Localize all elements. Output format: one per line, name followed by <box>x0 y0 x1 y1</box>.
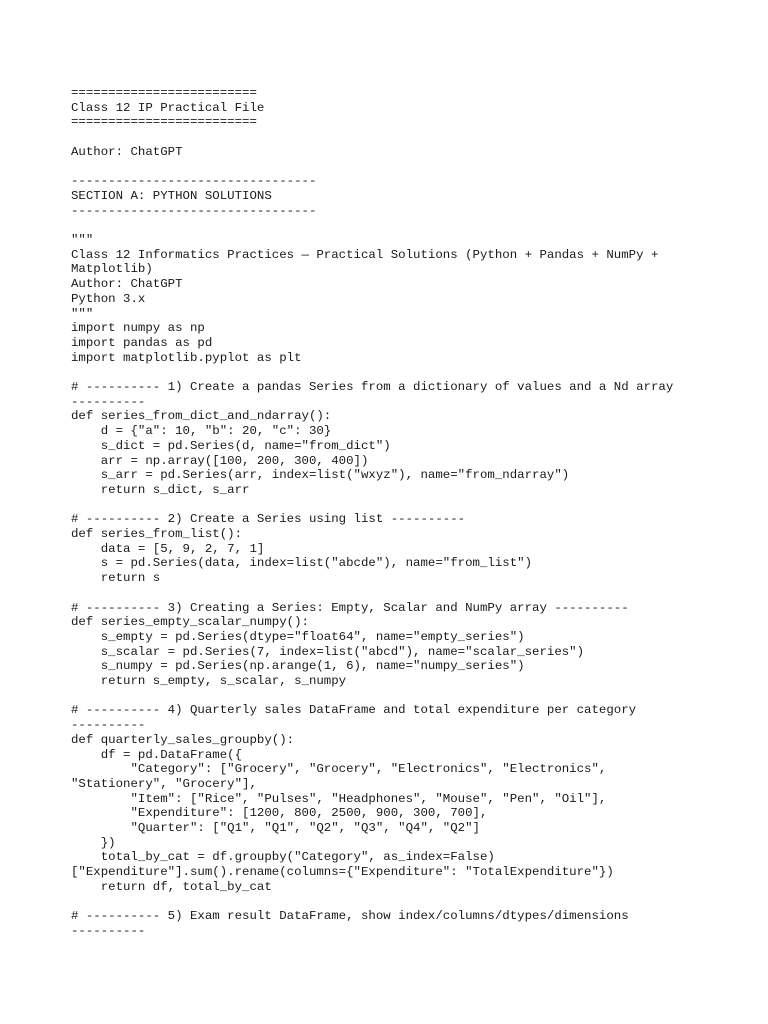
code-line: def quarterly_sales_groupby(): <box>71 732 295 747</box>
code-line: arr = np.array([100, 200, 300, 400]) <box>71 453 369 468</box>
docstring-line: Matplotlib) <box>71 262 153 277</box>
code-line: s_arr = pd.Series(arr, index=list("wxyz"), name="from_ndarray") <box>71 468 570 483</box>
title-rule-top: ========================= <box>71 86 257 100</box>
docstring-line: Class 12 Informatics Practices — Practical Solutions (Python + Pandas + NumPy + <box>71 247 659 262</box>
code-line: "Item": ["Rice", "Pulses", "Headphones", "Mouse", "Pen", "Oil"], <box>71 791 607 806</box>
code-comment: # ---------- 2) Create a Series using list ---------- <box>71 512 466 527</box>
code-line: def series_empty_scalar_numpy(): <box>71 615 309 630</box>
code-line: }) <box>71 835 116 850</box>
section-rule-bottom: --------------------------------- <box>71 203 317 218</box>
code-line: df = pd.DataFrame({ <box>71 747 243 762</box>
code-line: return s_empty, s_scalar, s_numpy <box>71 674 347 689</box>
code-comment: ---------- <box>71 394 146 409</box>
code-line: total_by_cat = df.groupby("Category", as_index=False) <box>71 850 495 865</box>
document-page <box>71 86 761 939</box>
docstring-line: Author: ChatGPT <box>71 277 183 292</box>
code-line: s_scalar = pd.Series(7, index=list("abcd"), name="scalar_series") <box>71 644 585 659</box>
code-line: s_numpy = pd.Series(np.arange(1, 6), name="numpy_series") <box>71 659 525 674</box>
code-line: s = pd.Series(data, index=list("abcde"), name="from_list") <box>71 556 533 571</box>
code-comment: ---------- <box>71 923 146 938</box>
code-line: data = [5, 9, 2, 7, 1] <box>71 541 265 556</box>
code-line: s_empty = pd.Series(dtype="float64", name="empty_series") <box>71 629 525 644</box>
code-line: import numpy as np <box>71 321 205 336</box>
code-line: def series_from_list(): <box>71 527 243 542</box>
blank-line <box>71 689 761 704</box>
docstring-open: """ <box>71 232 94 247</box>
blank-line <box>71 130 761 145</box>
blank-line <box>71 160 761 175</box>
blank-line <box>71 498 761 513</box>
code-comment: ---------- <box>71 718 146 733</box>
section-heading: SECTION A: PYTHON SOLUTIONS <box>71 188 272 203</box>
docstring-line: Python 3.x <box>71 291 146 306</box>
section-rule-top: --------------------------------- <box>71 174 317 189</box>
docstring-close: """ <box>71 306 94 321</box>
code-line: return df, total_by_cat <box>71 879 272 894</box>
code-line: "Stationery", "Grocery"], <box>71 776 257 791</box>
code-line: def series_from_dict_and_ndarray(): <box>71 409 332 424</box>
blank-line <box>71 218 761 233</box>
blank-line <box>71 586 761 601</box>
code-line: ["Expenditure"].sum().rename(columns={"Expenditure": "TotalExpenditure"}) <box>71 865 614 880</box>
code-comment: # ---------- 5) Exam result DataFrame, show index/columns/dtypes/dimensions <box>71 909 629 924</box>
blank-line <box>71 365 761 380</box>
code-line: s_dict = pd.Series(d, name="from_dict") <box>71 438 391 453</box>
code-line: return s_dict, s_arr <box>71 482 250 497</box>
code-comment: # ---------- 3) Creating a Series: Empty, Scalar and NumPy array ---------- <box>71 600 629 615</box>
code-line: "Expenditure": [1200, 800, 2500, 900, 300, 700], <box>71 806 488 821</box>
document-title: Class 12 IP Practical File <box>71 100 265 115</box>
title-rule-bottom: ========================= <box>71 115 257 130</box>
author-line: Author: ChatGPT <box>71 144 183 159</box>
code-comment: # ---------- 1) Create a pandas Series from a dictionary of values and a Nd array <box>71 380 674 394</box>
code-line: import matplotlib.pyplot as plt <box>71 350 302 365</box>
code-line: d = {"a": 10, "b": 20, "c": 30} <box>71 424 332 439</box>
blank-line <box>71 895 761 910</box>
code-line: import pandas as pd <box>71 335 213 350</box>
code-line: return s <box>71 571 161 586</box>
code-comment: # ---------- 4) Quarterly sales DataFrame and total expenditure per category <box>71 703 637 718</box>
code-line: "Category": ["Grocery", "Grocery", "Electronics", "Electronics", <box>71 762 607 777</box>
code-line: "Quarter": ["Q1", "Q1", "Q2", "Q3", "Q4", "Q2"] <box>71 821 480 836</box>
